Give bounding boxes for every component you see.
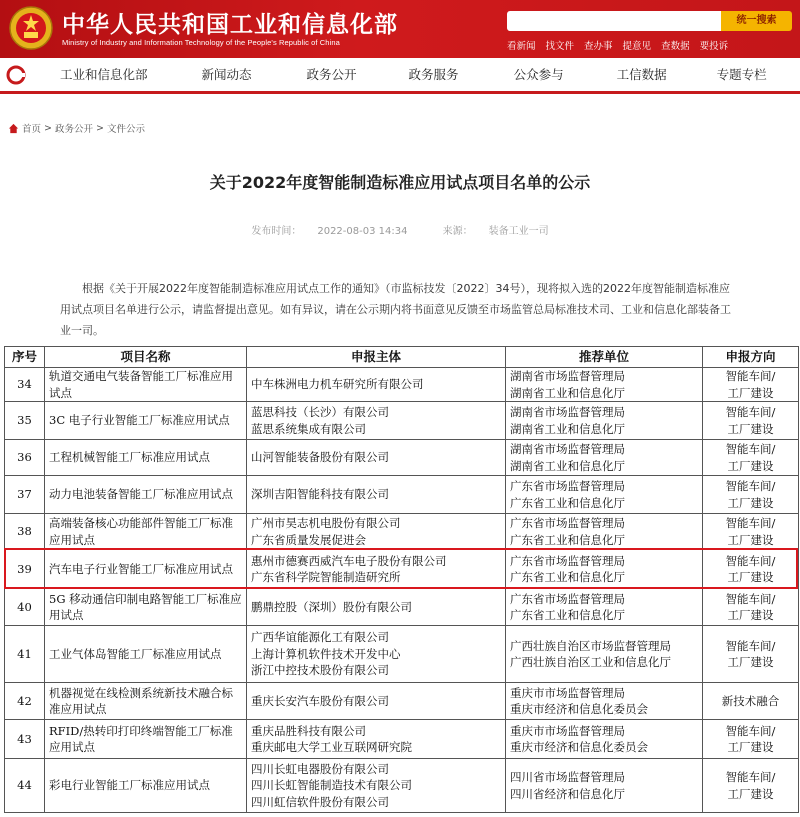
row-applicants xyxy=(247,759,506,813)
table-row xyxy=(5,368,799,402)
applicant-name: 山河智能装备股份有限公司 xyxy=(251,450,389,465)
direction-text: 工厂建设 xyxy=(727,740,774,754)
header-no: 序号 xyxy=(5,347,45,368)
recommender-name: 湖南省市场监督管理局 xyxy=(510,442,625,456)
header-applicant: 申报主体 xyxy=(247,347,506,368)
direction-text: 工厂建设 xyxy=(727,786,774,801)
applicant-name: 重庆邮电大学工业互联网研究院 xyxy=(251,740,412,754)
breadcrumb-file-notice[interactable]: 文件公示 xyxy=(106,124,145,135)
search-input[interactable] xyxy=(507,13,721,33)
applicant-name: 鹏鼎控股（深圳）股份有限公司 xyxy=(251,599,412,614)
row-applicants xyxy=(247,440,506,476)
recommender-name: 广东省工业和信息化厅 xyxy=(510,608,625,622)
recommender-name: 广西壮族自治区市场监督管理局 xyxy=(510,638,671,653)
header-project-name: 项目名称 xyxy=(45,347,247,368)
applicant-name: 广东省科学院智能制造研究所 xyxy=(251,570,401,584)
applicant-name: 上海计算机软件技术开发中心 xyxy=(251,646,401,661)
quick-link-news[interactable]: 看新闻 xyxy=(507,41,536,52)
nav-item-gov-affairs[interactable]: 政务公开 xyxy=(306,67,357,82)
quick-link-data[interactable]: 查数据 xyxy=(661,41,690,52)
applicant-name: 深圳吉阳智能科技有限公司 xyxy=(251,487,389,502)
direction-text: 智能车间/ xyxy=(725,405,776,419)
table-header-row xyxy=(5,347,799,368)
applicant-name: 重庆长安汽车股份有限公司 xyxy=(251,693,389,708)
row-direction xyxy=(703,589,799,626)
applicant-name: 中车株洲电力机车研究所有限公司 xyxy=(251,377,424,392)
row-recommenders xyxy=(506,720,703,759)
table-row xyxy=(5,476,799,514)
direction-text: 工厂建设 xyxy=(727,458,774,473)
row-direction xyxy=(703,683,799,720)
row-project-name: RFID/热转印打印终端智能工厂标准应用试点 xyxy=(45,720,247,759)
row-no: 35 xyxy=(5,402,45,440)
row-no: 34 xyxy=(5,368,45,402)
table-row xyxy=(5,514,799,550)
ministry-name-en: Ministry of Industry and Information Technology of the People's Republic of China xyxy=(62,38,340,47)
quick-link-services[interactable]: 查办事 xyxy=(584,41,613,52)
row-no: 43 xyxy=(5,720,45,759)
nav-item-gov-services[interactable]: 政务服务 xyxy=(408,67,459,82)
applicant-name: 四川长虹电器股份有限公司 xyxy=(251,761,389,776)
table-row xyxy=(5,626,799,683)
row-project-name: 工业气体岛智能工厂标准应用试点 xyxy=(45,626,247,683)
direction-text: 智能车间/ xyxy=(725,516,776,530)
row-applicants xyxy=(247,626,506,683)
row-applicants xyxy=(247,550,506,589)
direction-text: 智能车间/ xyxy=(725,479,776,493)
nav-item-data[interactable]: 工信数据 xyxy=(616,67,667,82)
applicant-name: 广西华谊能源化工有限公司 xyxy=(251,630,389,645)
row-recommenders xyxy=(506,514,703,550)
row-no: 42 xyxy=(5,683,45,720)
direction-text: 工厂建设 xyxy=(727,608,774,622)
header-recommender: 推荐单位 xyxy=(506,347,703,368)
direction-text: 工厂建设 xyxy=(727,532,774,547)
row-project-name: 工程机械智能工厂标准应用试点 xyxy=(45,440,247,476)
row-no: 39 xyxy=(5,550,45,589)
row-project-name: 轨道交通电气装备智能工厂标准应用试点 xyxy=(45,368,247,402)
recommender-name: 重庆市经济和信息化委员会 xyxy=(510,740,648,754)
row-direction xyxy=(703,626,799,683)
direction-text: 智能车间/ xyxy=(725,770,776,784)
row-project-name: 动力电池装备智能工厂标准应用试点 xyxy=(45,476,247,514)
publish-label: 发布时间： xyxy=(251,226,302,237)
ministry-name-cn[interactable]: 中华人民共和国工业和信息化部 xyxy=(62,12,398,38)
row-project-name: 机器视觉在线检测系统新技术融合标准应用试点 xyxy=(45,683,247,720)
row-direction xyxy=(703,440,799,476)
nav-item-news[interactable]: 新闻动态 xyxy=(201,67,252,82)
table-row xyxy=(5,720,799,759)
miit-logo-icon[interactable] xyxy=(6,65,26,85)
applicant-name: 浙江中控技术股份有限公司 xyxy=(251,663,389,678)
row-recommenders xyxy=(506,759,703,813)
row-recommenders xyxy=(506,368,703,402)
row-direction xyxy=(703,476,799,514)
recommender-name: 湖南省市场监督管理局 xyxy=(510,369,625,383)
row-recommenders xyxy=(506,440,703,476)
recommender-name: 广东省市场监督管理局 xyxy=(510,591,625,606)
applicant-name: 四川长虹智能制造技术有限公司 xyxy=(251,778,412,793)
search-button[interactable]: 统一搜索 xyxy=(721,11,792,31)
row-no: 44 xyxy=(5,759,45,813)
breadcrumb-gov-affairs[interactable]: 政务公开 xyxy=(54,124,93,135)
recommender-name: 湖南省工业和信息化厅 xyxy=(510,421,625,436)
row-project-name: 高端装备核心功能部件智能工厂标准应用试点 xyxy=(45,514,247,550)
direction-text: 工厂建设 xyxy=(727,570,774,584)
row-project-name: 汽车电子行业智能工厂标准应用试点 xyxy=(45,550,247,589)
direction-text: 新技术融合 xyxy=(721,693,780,708)
pilot-project-table-wrap xyxy=(4,346,798,813)
row-no: 40 xyxy=(5,589,45,626)
row-applicants xyxy=(247,402,506,440)
row-recommenders xyxy=(506,626,703,683)
row-recommenders xyxy=(506,550,703,589)
quick-link-files[interactable]: 找文件 xyxy=(545,41,575,52)
quick-links xyxy=(507,38,738,52)
site-header xyxy=(0,0,800,58)
direction-text: 智能车间/ xyxy=(725,369,776,383)
row-applicants xyxy=(247,683,506,720)
table-row xyxy=(5,589,799,626)
row-no: 37 xyxy=(5,476,45,514)
applicant-name: 广州市昊志机电股份有限公司 xyxy=(251,516,401,530)
row-project-name: 彩电行业智能工厂标准应用试点 xyxy=(45,759,247,813)
row-applicants xyxy=(247,514,506,550)
row-direction xyxy=(703,368,799,402)
recommender-name: 广东省市场监督管理局 xyxy=(510,479,625,493)
recommender-name: 广东省工业和信息化厅 xyxy=(510,570,625,584)
row-project-name: 3C 电子行业智能工厂标准应用试点 xyxy=(45,402,247,440)
publish-time: 2022-08-03 14:34 xyxy=(317,226,408,237)
recommender-name: 广西壮族自治区工业和信息化厅 xyxy=(510,655,671,669)
source-label: 来源： xyxy=(442,226,473,237)
recommender-name: 四川省经济和信息化厅 xyxy=(510,786,625,801)
applicant-name: 蓝思系统集成有限公司 xyxy=(251,421,366,436)
recommender-name: 重庆市经济和信息化委员会 xyxy=(510,702,648,716)
header-direction: 申报方向 xyxy=(703,347,799,368)
nav-item-special-topics[interactable]: 专题专栏 xyxy=(716,67,767,82)
row-applicants xyxy=(247,589,506,626)
main-nav xyxy=(0,58,800,94)
row-no: 36 xyxy=(5,440,45,476)
source-value: 装备工业一司 xyxy=(488,226,549,237)
row-project-name: 5G 移动通信印制电路智能工厂标准应用试点 xyxy=(45,589,247,626)
pilot-project-table xyxy=(4,346,799,813)
recommender-name: 湖南省工业和信息化厅 xyxy=(510,385,625,400)
nav-item-public-participation[interactable]: 公众参与 xyxy=(513,67,564,82)
article-title: 关于2022年度智能制造标准应用试点项目名单的公示 xyxy=(209,173,591,192)
table-row xyxy=(5,440,799,476)
applicant-name: 广东省质量发展促进会 xyxy=(251,532,366,547)
quick-link-complaint[interactable]: 要投诉 xyxy=(699,41,729,52)
direction-text: 工厂建设 xyxy=(727,421,774,436)
nav-items xyxy=(40,58,800,91)
nav-item-ministry[interactable]: 工业和信息化部 xyxy=(60,67,148,82)
row-recommenders xyxy=(506,402,703,440)
table-row xyxy=(5,402,799,440)
recommender-name: 广东省市场监督管理局 xyxy=(510,553,625,568)
row-applicants xyxy=(247,476,506,514)
recommender-name: 湖南省市场监督管理局 xyxy=(510,405,625,419)
direction-text: 工厂建设 xyxy=(727,385,774,400)
direction-text: 智能车间/ xyxy=(725,442,776,456)
breadcrumb: 首页 > 政务公开 > 文件公示 xyxy=(8,121,145,135)
row-direction xyxy=(703,759,799,813)
direction-text: 智能车间/ xyxy=(725,638,776,653)
home-icon xyxy=(8,123,19,134)
article-paragraph: 根据《关于开展2022年度智能制造标准应用试点工作的通知》（市监标技发〔2022〕34号），现将拟入选的2022年度智能制造标准应用试点项目名单进行公示，请监督提出意见。如有异议，请在公示期内将书面意见反馈至市场监管总局标准技术司、工业和信息化部装备工业一司。 xyxy=(60,282,731,337)
row-applicants xyxy=(247,720,506,759)
direction-text: 工厂建设 xyxy=(727,495,774,510)
quick-link-feedback[interactable]: 提意见 xyxy=(622,41,652,52)
recommender-name: 广东省工业和信息化厅 xyxy=(510,532,625,547)
row-direction xyxy=(703,402,799,440)
applicant-name: 重庆品胜科技有限公司 xyxy=(251,723,366,738)
applicant-name: 惠州市德赛西威汽车电子股份有限公司 xyxy=(251,553,447,568)
recommender-name: 广东省市场监督管理局 xyxy=(510,516,625,530)
table-row xyxy=(5,550,799,589)
row-direction xyxy=(703,550,799,589)
table-row xyxy=(5,683,799,720)
article-meta xyxy=(0,222,800,237)
recommender-name: 湖南省工业和信息化厅 xyxy=(510,458,625,473)
recommender-name: 重庆市市场监督管理局 xyxy=(510,685,625,700)
row-no: 38 xyxy=(5,514,45,550)
direction-text: 工厂建设 xyxy=(727,655,774,669)
applicant-name: 四川虹信软件股份有限公司 xyxy=(251,794,389,809)
table-row xyxy=(5,759,799,813)
search-box xyxy=(507,11,721,31)
row-no: 41 xyxy=(5,626,45,683)
applicant-name: 蓝思科技（长沙）有限公司 xyxy=(251,405,389,419)
row-recommenders xyxy=(506,589,703,626)
row-applicants xyxy=(247,368,506,402)
direction-text: 智能车间/ xyxy=(725,553,776,568)
direction-text: 智能车间/ xyxy=(725,723,776,738)
direction-text: 智能车间/ xyxy=(725,591,776,606)
recommender-name: 四川省市场监督管理局 xyxy=(510,770,625,784)
breadcrumb-home[interactable]: 首页 xyxy=(22,124,42,135)
recommender-name: 广东省工业和信息化厅 xyxy=(510,495,625,510)
row-direction xyxy=(703,514,799,550)
row-direction xyxy=(703,720,799,759)
row-recommenders xyxy=(506,683,703,720)
row-recommenders xyxy=(506,476,703,514)
national-emblem-icon[interactable] xyxy=(8,5,54,51)
recommender-name: 重庆市市场监督管理局 xyxy=(510,723,625,738)
